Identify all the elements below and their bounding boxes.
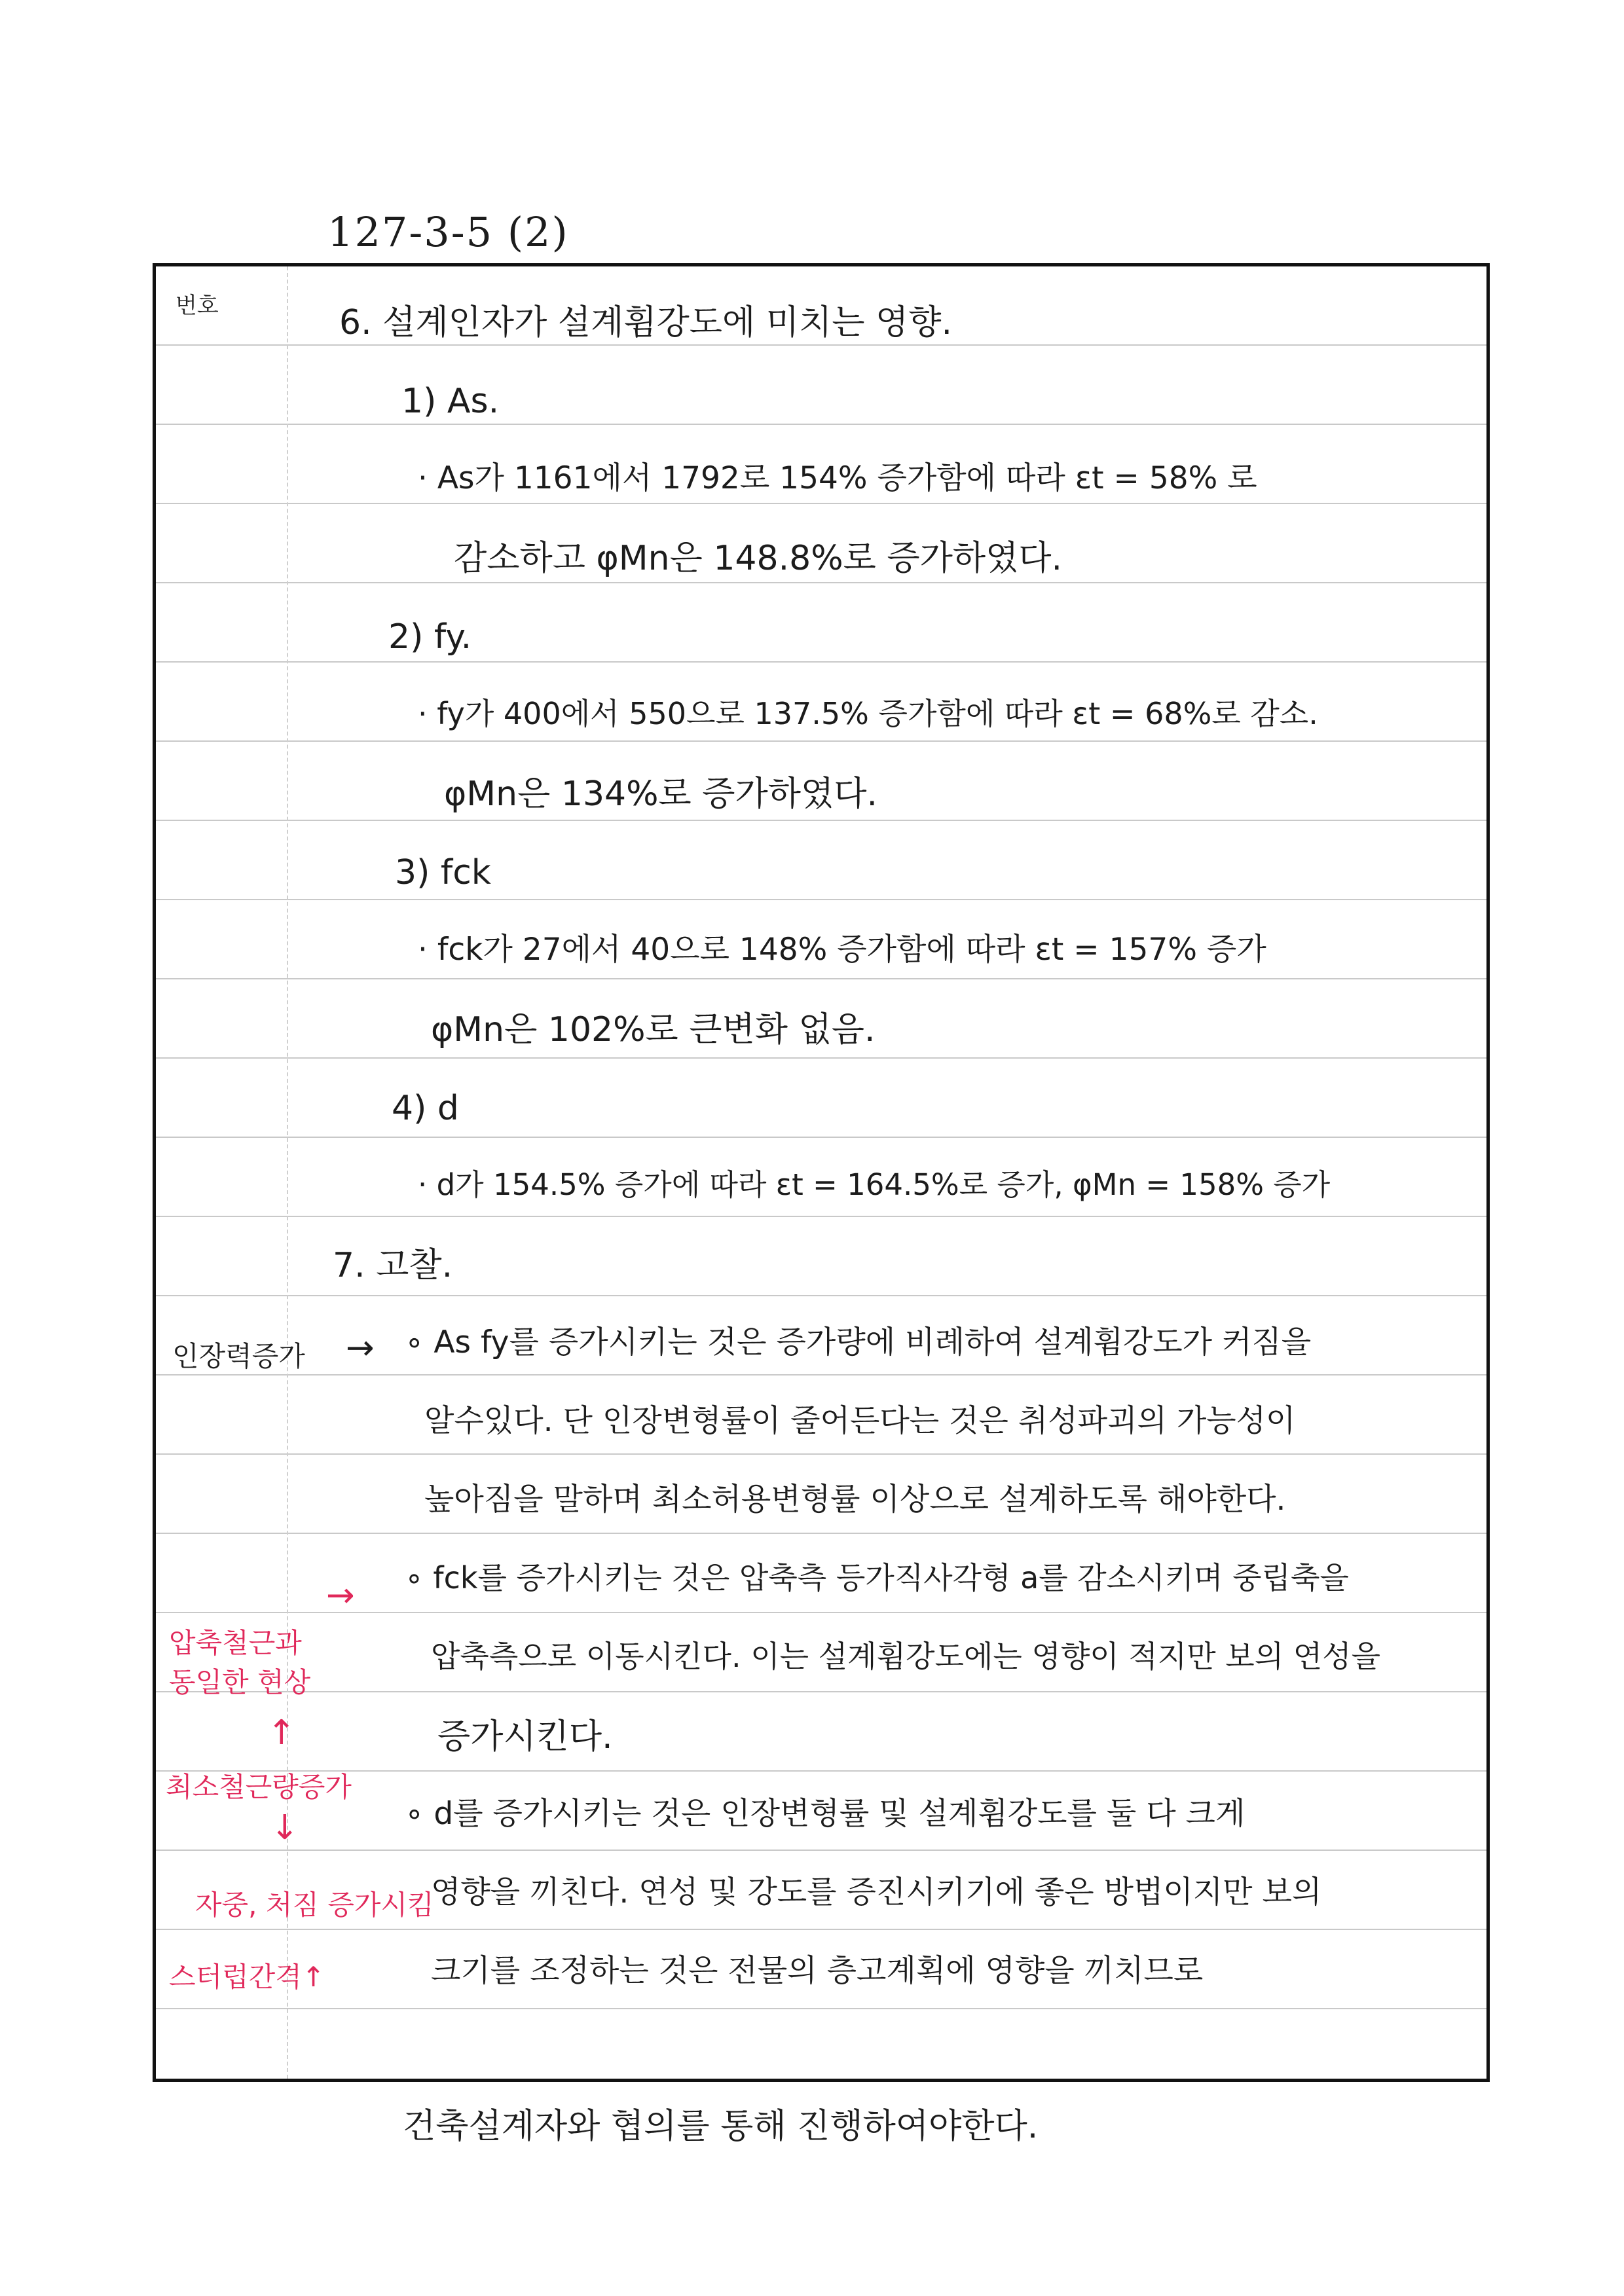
line-5: 2) fy. bbox=[388, 617, 472, 657]
line-7: φMn은 134%로 증가하였다. bbox=[444, 774, 877, 814]
arrow-right-icon: → bbox=[346, 1328, 375, 1368]
line-13: 7. 고찰. bbox=[333, 1246, 453, 1285]
margin-note-same: 동일한 현상 bbox=[169, 1666, 311, 1698]
line-3: · As가 1161에서 1792로 154% 증가함에 따라 εt = 58% 로 bbox=[418, 460, 1257, 496]
line-21: 영향을 끼친다. 연성 및 강도를 증진시키기에 좋은 방법이지만 보의 bbox=[431, 1874, 1322, 1910]
line-19: 증가시킨다. bbox=[437, 1717, 613, 1757]
line-12: · d가 154.5% 증가에 따라 εt = 164.5%로 증가, φMn = 158% 증가 bbox=[418, 1167, 1331, 1202]
line-20: ∘ d를 증가시키는 것은 인장변형률 및 설계휨강도를 둘 다 크게 bbox=[405, 1796, 1246, 1832]
line-1: 6. 설계인자가 설계휨강도에 미치는 영향. bbox=[339, 303, 952, 342]
number-label: 번호 bbox=[175, 293, 219, 319]
line-14: ∘ As fy를 증가시키는 것은 증가량에 비례하여 설계휨강도가 커짐을 bbox=[405, 1324, 1312, 1360]
line-16: 높아짐을 말하며 최소허용변형률 이상으로 설계하도록 해야한다. bbox=[424, 1482, 1286, 1518]
line-22: 크기를 조정하는 것은 전물의 층고계획에 영향을 끼치므로 bbox=[431, 1953, 1204, 1989]
margin-note-min-rebar: 최소철근량증가 bbox=[166, 1771, 352, 1803]
margin-note-self-weight: 자중, 처짐 증가시킴 bbox=[195, 1889, 434, 1921]
line-15: 알수있다. 단 인장변형률이 줄어든다는 것은 취성파괴의 가능성이 bbox=[424, 1403, 1296, 1439]
answer-sheet bbox=[153, 263, 1490, 2082]
margin-note-tension: 인장력증가 bbox=[172, 1340, 305, 1372]
line-17: ∘ fck를 증가시키는 것은 압축측 등가직사각형 a를 감소시키며 중립축을 bbox=[405, 1560, 1349, 1595]
line-11: 4) d bbox=[392, 1089, 459, 1128]
margin-note-stirrup: 스터럽간격↑ bbox=[169, 1961, 325, 1993]
line-9: · fck가 27에서 40으로 148% 증가함에 따라 εt = 157% 증가 bbox=[418, 932, 1266, 968]
arrow-down-icon: ↓ bbox=[270, 1808, 299, 1848]
line-18: 압축측으로 이동시킨다. 이는 설계휨강도에는 영향이 적지만 보의 연성을 bbox=[431, 1639, 1381, 1674]
arrow-up-icon: ↑ bbox=[267, 1713, 296, 1753]
line-8: 3) fck bbox=[395, 853, 491, 892]
line-4: 감소하고 φMn은 148.8%로 증가하였다. bbox=[454, 539, 1063, 578]
page-id: 127-3-5 (2) bbox=[327, 208, 569, 256]
footer-line: 건축설계자와 협의를 통해 진행하여야한다. bbox=[403, 2107, 1039, 2146]
arrow-right-icon: → bbox=[326, 1576, 355, 1615]
margin-note-compression: 압축철근과 bbox=[169, 1627, 302, 1659]
line-6: · fy가 400에서 550으로 137.5% 증가함에 따라 εt = 68%로 감소. bbox=[418, 696, 1318, 731]
line-2: 1) As. bbox=[401, 382, 500, 421]
line-10: φMn은 102%로 큰변화 없음. bbox=[431, 1010, 876, 1049]
number-column bbox=[156, 266, 288, 2079]
